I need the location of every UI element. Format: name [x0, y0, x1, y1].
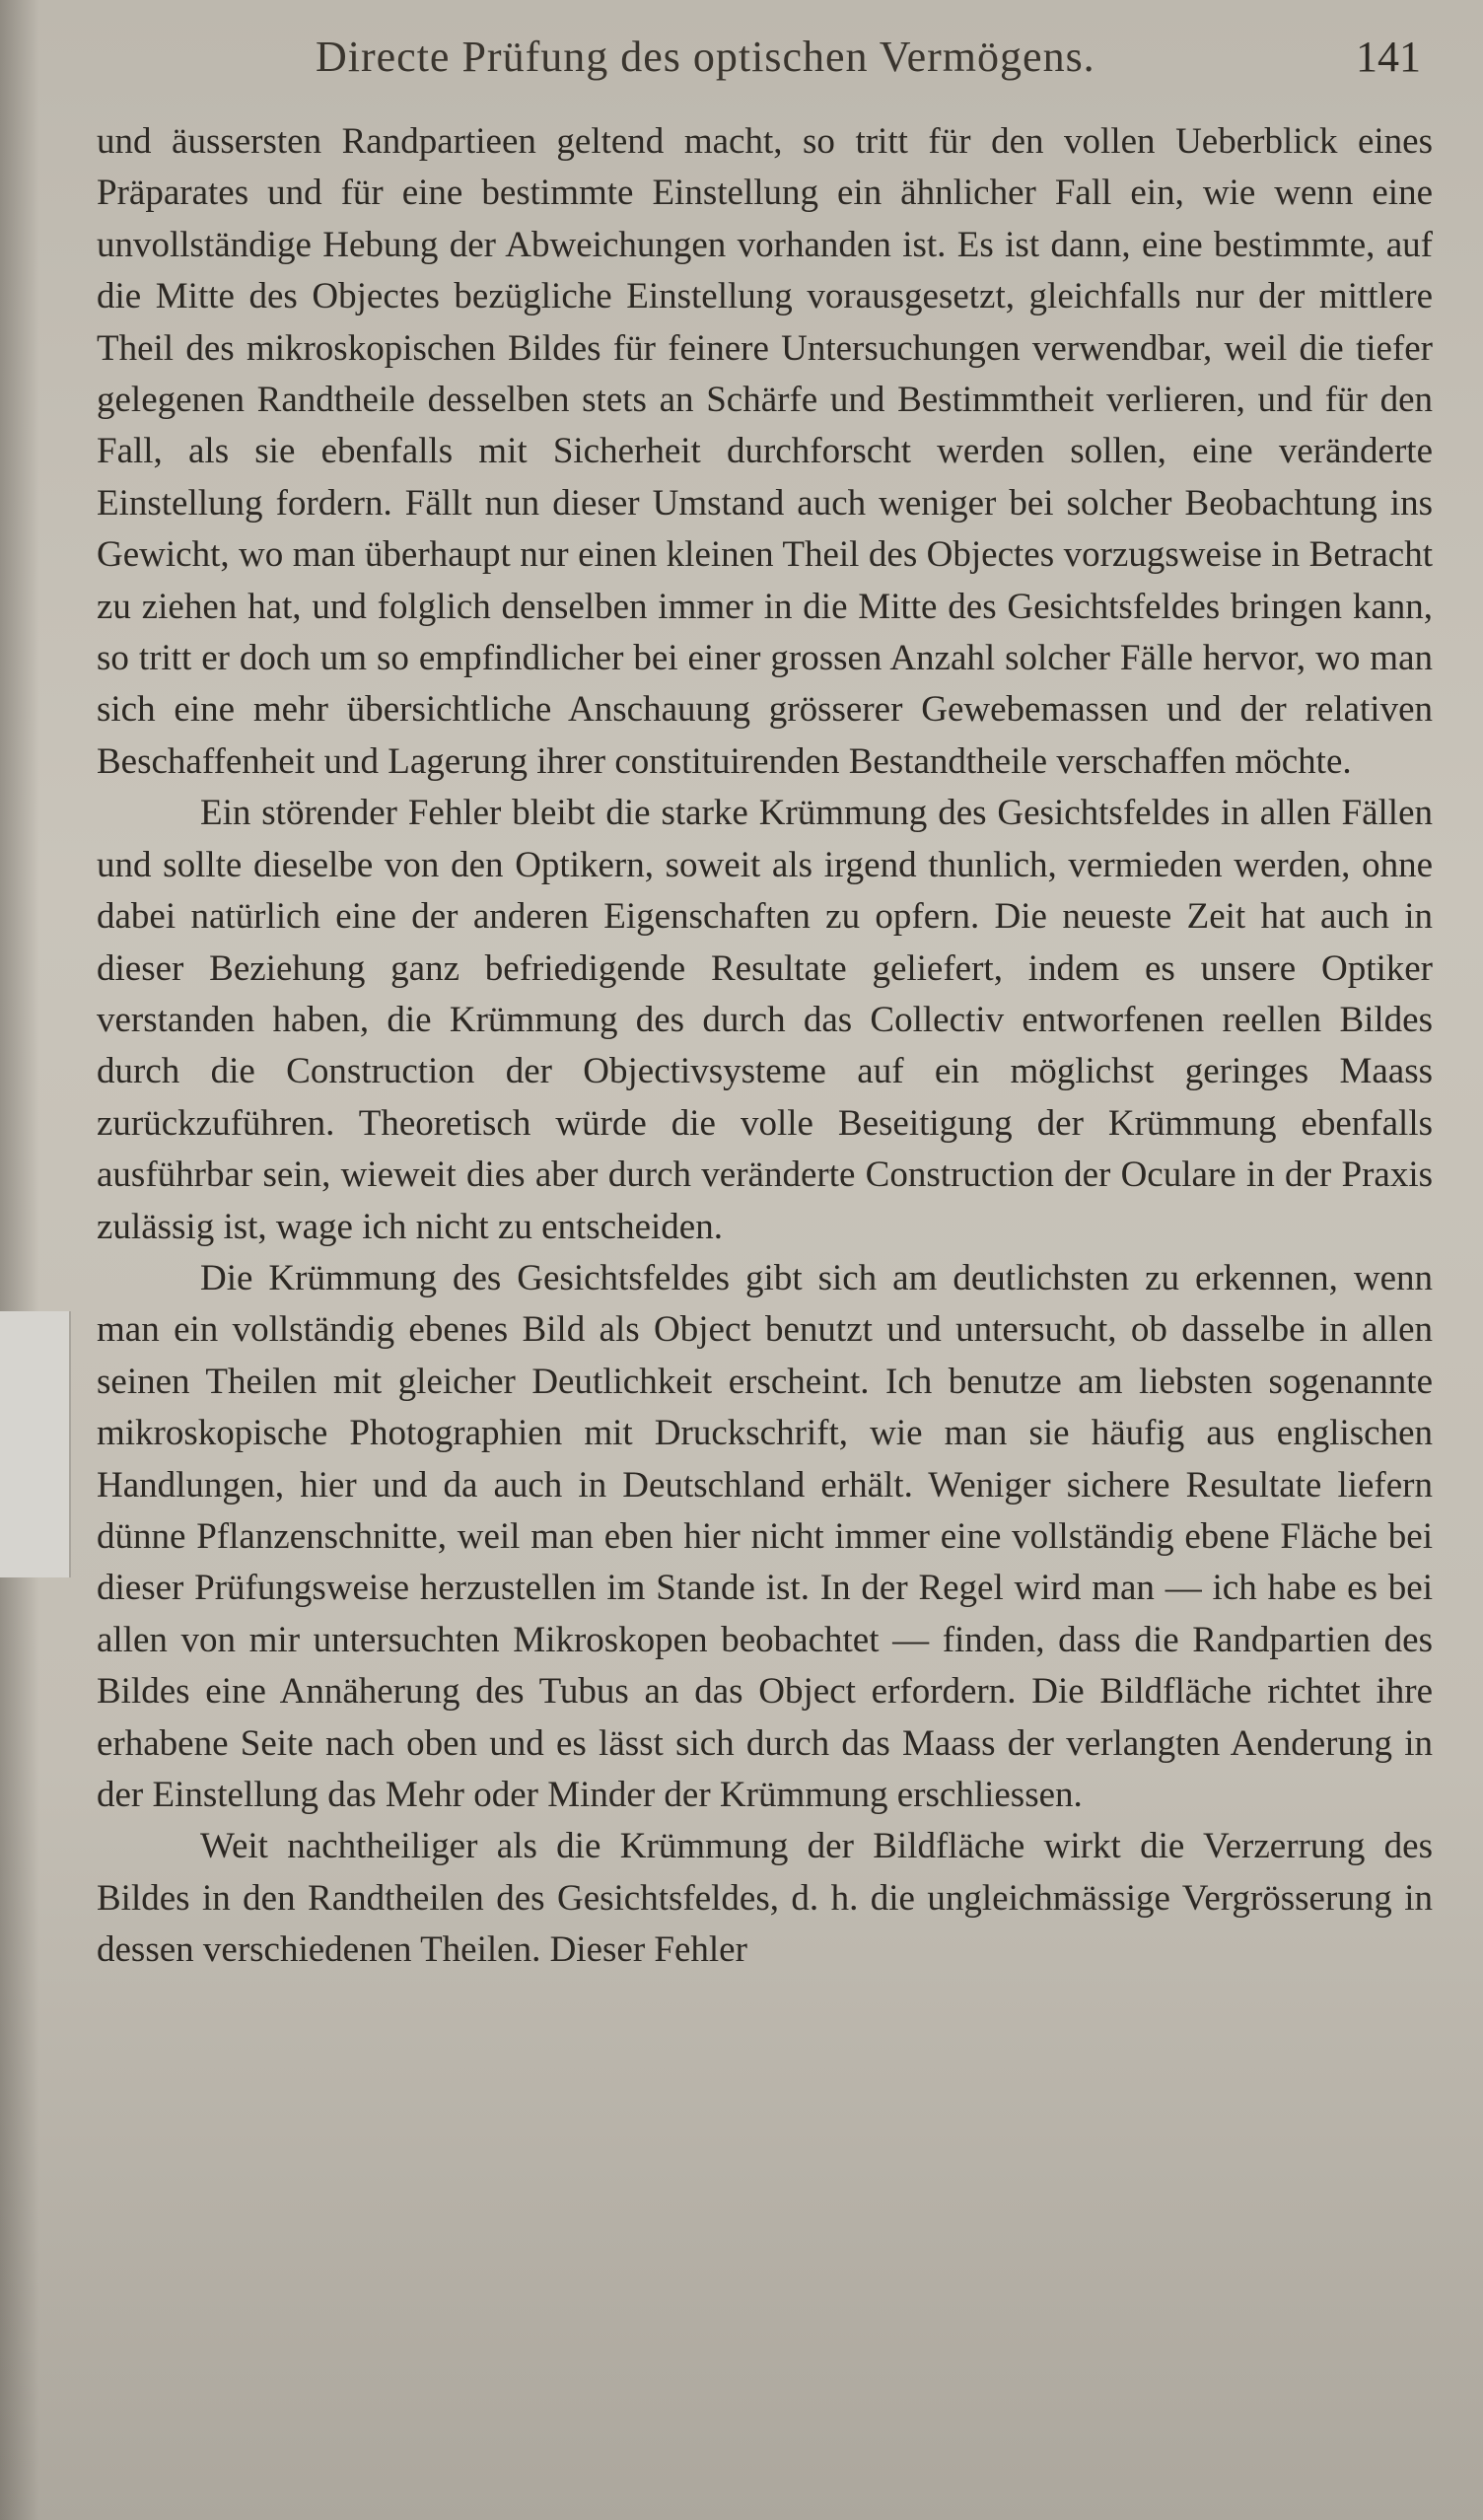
paragraph-4: Weit nachtheiliger als die Krümmung der Bildfläche wirkt die Verzerrung des Bildes in den Randtheilen des Gesichtsfeldes, d. h. die ungleichmässige Vergrösserung in dessen verschiedenen Theilen. Dieser Fehler	[97, 1826, 1433, 1971]
paragraph-2: Ein störender Fehler bleibt die starke Krümmung des Gesichtsfeldes in allen Fällen und sollte dieselbe von den Optikern, soweit als irgend thunlich, vermieden werden, ohne dabei natürlich eine der anderen Eigenschaften zu opfern. Die neueste Zeit hat auch in dieser Beziehung ganz befriedigende Resultate geliefert, indem es unsere Optiker verstanden haben, die Krümmung des durch das Collectiv entworfenen reellen Bildes durch die Construction der Objectivsysteme auf ein möglichst geringes Maass zurückzuführen. Theoretisch würde die volle Beseitigung der Krümmung ebenfalls ausführbar sein, wieweit dies aber durch veränderte Construction der Oculare in der Praxis zulässig ist, wage ich nicht zu entscheiden.	[97, 793, 1433, 1247]
body-text	[97, 116, 1433, 1977]
paragraph-3: Die Krümmung des Gesichtsfeldes gibt sich am deutlichsten zu erkennen, wenn man ein vollständig ebenes Bild als Object benutzt und untersucht, ob dasselbe in allen seinen Theilen mit gleicher Deutlichkeit erscheint. Ich benutze am liebsten sogenannte mikroskopische Photographien mit Druckschrift, wie man sie häufig aus englischen Handlungen, hier und da auch in Deutschland erhält. Weniger sichere Resultate liefern dünne Pflanzenschnitte, weil man eben hier nicht immer eine vollständig ebene Fläche bei dieser Prüfungsweise herzustellen im Stande ist. In der Regel wird man — ich habe es bei allen von mir untersuchten Mikroskopen beobachtet — finden, dass die Randpartien des Bildes eine Annäherung des Tubus an das Object erfordern. Die Bildfläche richtet ihre erhabene Seite nach oben und es lässt sich durch das Maass der verlangten Aenderung in der Einstellung das Mehr oder Minder der Krümmung erschliessen.	[97, 1257, 1433, 1815]
page-gutter-shadow	[0, 0, 39, 2520]
page-header	[0, 18, 1483, 97]
running-title: Directe Prüfung des optischen Vermögens.	[316, 33, 1095, 81]
paragraph-1: und äussersten Randpartieen geltend macht, so tritt für den vollen Ueberblick eines Präparates und für eine bestimmte Einstellung ein ähnlicher Fall ein, wie wenn eine unvollständige Hebung der Abweichungen vorhanden ist. Es ist dann, eine bestimmte, auf die Mitte des Objectes bezügliche Einstellung vorausgesetzt, gleichfalls nur der mittlere Theil des mikroskopischen Bildes für feinere Untersuchungen verwendbar, weil die tiefer gelegenen Randtheile desselben stets an Schärfe und Bestimmtheit verlieren, und für den Fall, als sie ebenfalls mit Sicherheit durchforscht werden sollen, eine veränderte Einstellung fordern. Fällt nun dieser Umstand auch weniger bei solcher Beobachtung ins Gewicht, wo man überhaupt nur einen kleinen Theil des Objectes vorzugsweise in Betracht zu ziehen hat, und folglich denselben immer in die Mitte des Gesichtsfeldes bringen kann, so tritt er doch um so empfindlicher bei einer grossen Anzahl solcher Fälle hervor, wo man sich eine mehr übersichtliche Anschauung grösserer Gewebemassen und der relativen Beschaffenheit und Lagerung ihrer constituirenden Bestandtheile verschaffen möchte.	[97, 121, 1433, 782]
page-tab-marker	[0, 1311, 71, 1577]
page-number: 141	[1356, 33, 1421, 81]
